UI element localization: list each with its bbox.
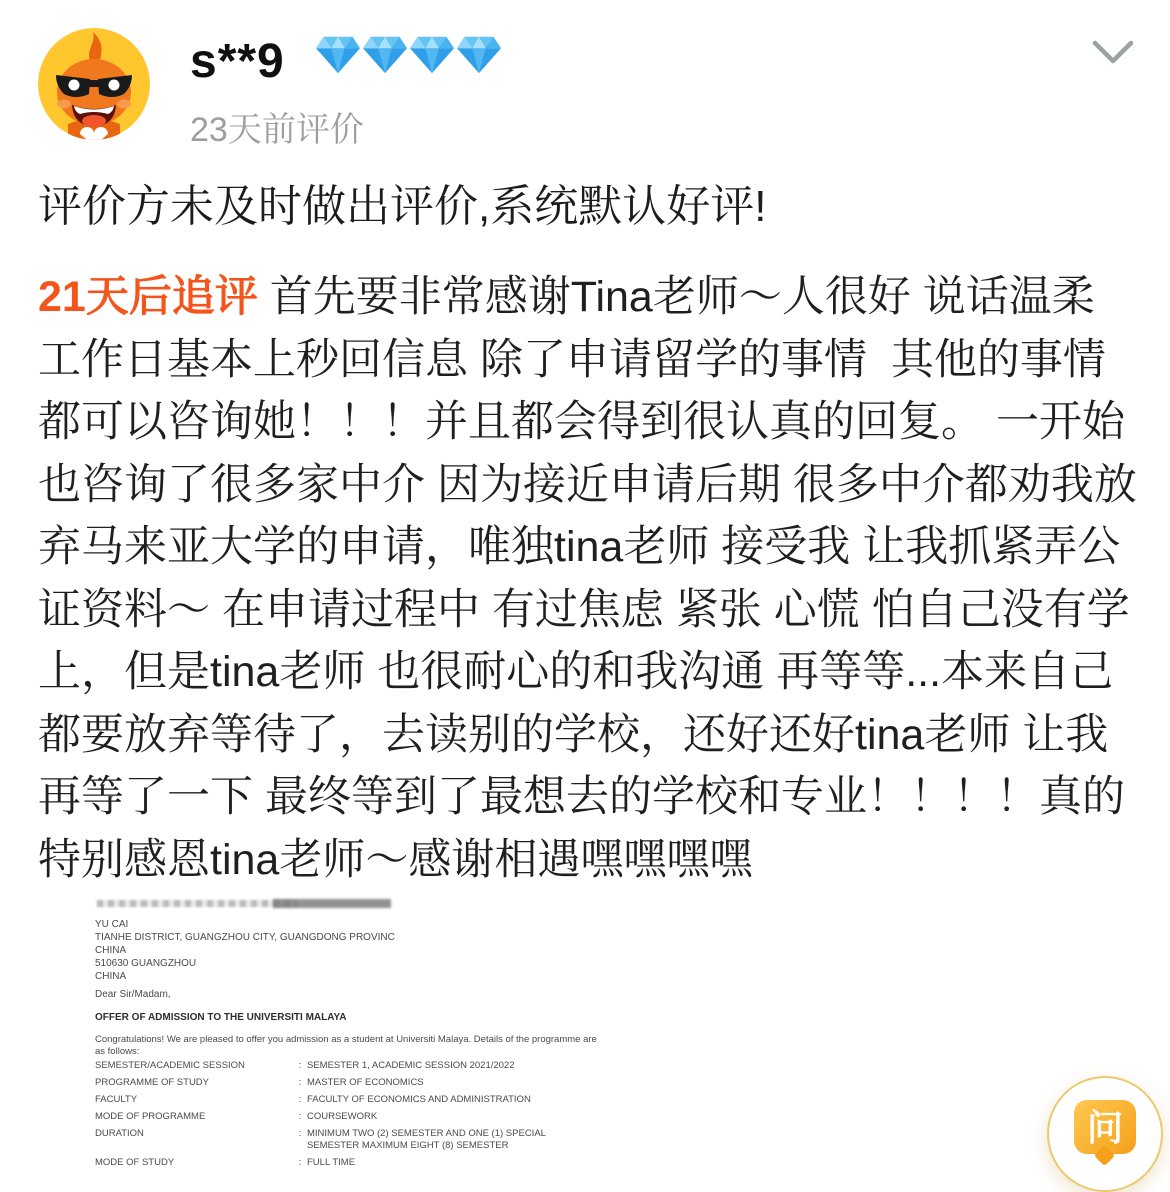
- ask-question-button[interactable]: [1047, 1076, 1163, 1192]
- letter-detail-row: [95, 1128, 569, 1152]
- review-line: 上，但是tina老师 也很耐心的和我沟通 再等等...本来自己: [38, 648, 1114, 696]
- diamond-rank-icon: [408, 32, 456, 76]
- review-attachment-offer-letter[interactable]: [95, 895, 680, 1170]
- review-line: 都要放弃等待了，去读别的学校，还好还好tina老师 让我: [38, 710, 1109, 759]
- letter-address-line: CHINA: [95, 971, 127, 982]
- detail-label: FACULTY: [95, 1094, 138, 1105]
- detail-colon: :: [298, 1060, 302, 1071]
- ask-button-label: 问: [1086, 1107, 1123, 1148]
- letter-programme-details: [95, 1060, 569, 1174]
- letter-address-line: YU CAI: [95, 919, 129, 930]
- append-review-tag: 21天后追评: [38, 273, 258, 321]
- review-line: 21天后追评 首先要非常感谢Tina老师～人很好 说话温柔: [38, 273, 1095, 321]
- review-line: 都可以咨询她！！！并且都会得到很认真的回复。 一开始: [38, 398, 1125, 446]
- default-review-text: 评价方未及时做出评价,系统默认好评!: [38, 182, 767, 231]
- detail-colon: :: [298, 1128, 302, 1139]
- detail-value: COURSEWORK: [307, 1111, 378, 1122]
- letter-detail-row: [95, 1060, 569, 1072]
- letter-detail-row: [95, 1111, 569, 1123]
- detail-colon: :: [298, 1157, 302, 1168]
- detail-label: MODE OF STUDY: [95, 1157, 175, 1168]
- letter-address-line: 510630 GUANGZHOU: [95, 958, 197, 969]
- detail-label: DURATION: [95, 1128, 144, 1139]
- diamond-rank-icon: [361, 32, 409, 76]
- detail-colon: :: [298, 1094, 302, 1105]
- avatar: [38, 28, 150, 140]
- detail-colon: :: [298, 1111, 302, 1122]
- diamond-rank-icon: [314, 32, 362, 76]
- detail-label: SEMESTER/ACADEMIC SESSION: [95, 1060, 245, 1071]
- detail-colon: :: [298, 1077, 302, 1088]
- detail-value: MINIMUM TWO (2) SEMESTER AND ONE (1) SPECIAL SEMESTER MAXIMUM EIGHT (8) SEMESTER: [307, 1128, 546, 1151]
- redacted-reference-line: [97, 900, 297, 907]
- review-time: 23天前评价: [190, 111, 364, 149]
- detail-label: PROGRAMME OF STUDY: [95, 1077, 210, 1088]
- detail-label: MODE OF PROGRAMME: [95, 1111, 206, 1122]
- redacted-reference-mark: [273, 899, 391, 908]
- letter-address-block: [95, 918, 395, 983]
- anonymous-mascot-avatar-icon: [38, 28, 150, 140]
- username: s**9: [190, 35, 285, 88]
- review-line: 弃马来亚大学的申请，唯独tina老师 接受我 让我抓紧弄公: [38, 523, 1121, 571]
- review-line: 也咨询了很多家中介 因为接近申请后期 很多中介都劝我放: [38, 460, 1137, 509]
- detail-value: SEMESTER 1, ACADEMIC SESSION 2021/2022: [307, 1060, 515, 1071]
- letter-detail-row: [95, 1077, 569, 1089]
- letter-detail-row: [95, 1094, 569, 1106]
- letter-detail-row: [95, 1157, 569, 1169]
- letter-subject: OFFER OF ADMISSION TO THE UNIVERSITI MALAYA: [95, 1012, 347, 1023]
- review-line: 工作日基本上秒回信息 除了申请留学的事情 其他的事情: [38, 335, 1106, 384]
- detail-value: FACULTY OF ECONOMICS AND ADMINISTRATION: [307, 1094, 531, 1105]
- chevron-down-icon: [1090, 38, 1136, 68]
- letter-address-line: TIANHE DISTRICT, GUANGZHOU CITY, GUANGDONG PROVINC: [95, 932, 395, 943]
- letter-salutation: Dear Sir/Madam,: [95, 989, 171, 1000]
- letter-address-line: CHINA: [95, 945, 127, 956]
- detail-value: FULL TIME: [307, 1157, 356, 1168]
- letter-intro: [95, 1034, 655, 1057]
- append-review-text: [38, 266, 1148, 891]
- review-line: 证资料～ 在申请过程中 有过焦虑 紧张 心慌 怕自己没有学: [38, 585, 1130, 634]
- buyer-rank: [314, 32, 502, 76]
- review-line: 再等了一下 最终等到了最想去的学校和专业！！！！真的: [38, 773, 1125, 821]
- collapse-review-button[interactable]: [1090, 38, 1136, 68]
- letter-intro-line: as follows:: [95, 1045, 140, 1057]
- diamond-rank-icon: [455, 32, 503, 76]
- detail-value: MASTER OF ECONOMICS: [307, 1077, 424, 1088]
- review-line: 特别感恩tina老师～感谢相遇嘿嘿嘿嘿: [38, 835, 753, 884]
- letter-intro-line: Congratulations! We are pleased to offer you admission as a student at Universiti Malaya. Details of the programme are: [95, 1034, 597, 1045]
